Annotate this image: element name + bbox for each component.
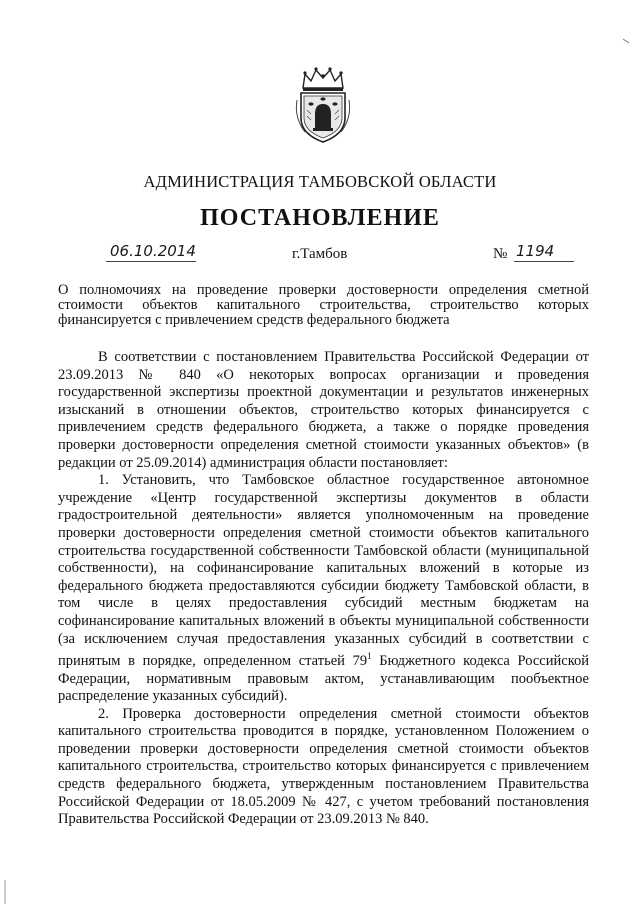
number-label: № (493, 246, 508, 262)
document-type-title: ПОСТАНОВЛЕНИЕ (200, 205, 440, 231)
item-2-paragraph: 2. Проверка достоверности определения сметной стоимости объектов капитального строительства проводится в порядке, установленном Положением о проведении проверки достоверности определения сметной стоимости объектов капитального строительства, строительство которых финансируется с привлечением средств федерального бюджета, утвержденным постановлением Правительства Российской Федерации от 18.05.2009 № 427, с учетом требований постановления Правительства Российской Федерации от 23.09.2013 № 840. (58, 705, 589, 828)
document-date-field (106, 242, 196, 264)
scan-edge-mark (2, 880, 8, 904)
item-1-text-start: 1. Установить, что Тамбовское областное государственное автономное учреждение «Центр государственной экспертизы документов в области градостроительной деятельности» является уполномоченным на проведение проверки достоверности определения сметной стоимости объектов капитального строительства государственной собственности Тамбовской области (муниципальной собственности), на софинансирование капитальных вложений в которые из федерального бюджета предоставляются субсидии бюджету Тамбовской области, в том числе в целях предоставления субсидий местным бюджетам на софинансирование капитальных вложений в объекты муниципальной собственности (за исключением случая предоставления указанных субсидий в соответствии с принятым в порядке, определенном статьей 79 (58, 472, 589, 669)
item-1-paragraph (58, 472, 589, 706)
coat-of-arms-icon (291, 66, 355, 144)
scan-artifact-mark (622, 38, 630, 44)
item-1-superscript: 1 (367, 651, 372, 662)
document-city: г.Тамбов (292, 246, 348, 262)
preamble-paragraph: В соответствии с постановлением Правительства Российской Федерации от 23.09.2013 № 840 «О некоторых вопросах организации и проведения государственной экспертизы проектной документации и результатов инженерных изысканий в отношении объектов, строительство которых финансируется с привлечением средств федерального бюджета, а также о порядке проведения проверки достоверности определения сметной стоимости указанных объектов» (в редакции от 25.09.2014) администрация области постановляет: (58, 349, 589, 471)
issuing-authority: АДМИНИСТРАЦИЯ ТАМБОВСКОЙ ОБЛАСТИ (143, 172, 497, 191)
document-body (58, 349, 589, 829)
document-subject: О полномочиях на проведение проверки достоверности определения сметной стоимости объектов капитального строительства, строительство которых финансируется с привлечением средств федерального бюджета (58, 282, 589, 328)
item-1-text-end: Бюджетного кодекса Российской Федерации, нормативным правовым актом, устанавливающим пообъектное распределение указанных субсидий). (58, 652, 590, 705)
document-number: 1194 (516, 242, 555, 260)
document-number-field (514, 242, 574, 264)
document-date: 06.10.2014 (110, 242, 196, 260)
